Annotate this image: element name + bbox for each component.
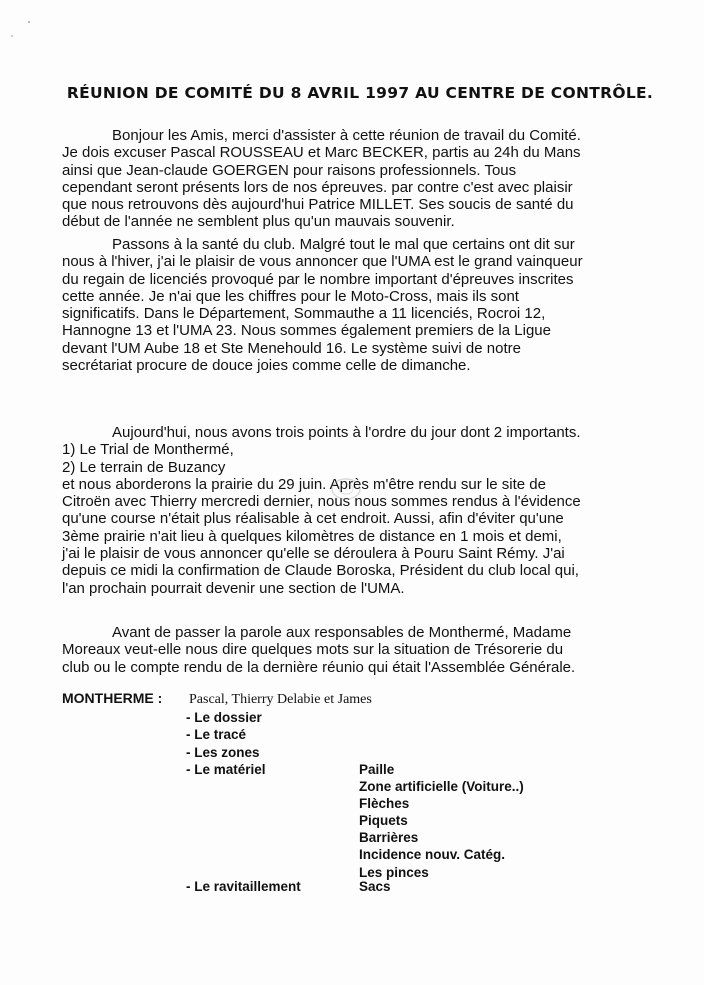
paragraph-line: j'ai le plaisir de vous annoncer qu'elle se déroulera à Pouru Saint Rémy. J'ai xyxy=(62,545,565,563)
materiel-item: Zone artificielle (Voiture..) xyxy=(359,779,524,795)
materiel-item: Piquets xyxy=(359,813,408,829)
paragraph-line: cependant seront présents lors de nos épreuves. par contre c'est avec plaisir xyxy=(62,178,573,196)
paragraph-line: Bonjour les Amis, merci d'assister à cette réunion de travail du Comité. xyxy=(112,127,581,144)
paragraph-line: Je dois excuser Pascal ROUSSEAU et Marc BECKER, partis au 24h du Mans xyxy=(62,144,581,162)
topic-item-ravitaillement: - Le ravitaillement xyxy=(186,879,301,894)
paragraph-line: club ou le compte rendu de la dernière réunio qui était l'Assemblée Générale. xyxy=(62,658,576,676)
materiel-item: Incidence nouv. Catég. xyxy=(359,847,506,863)
paragraph-line: l'an prochain pourrait devenir une section de l'UMA. xyxy=(62,579,405,597)
paragraph-line: devant l'UM Aube 18 et Ste Menehould 16. Le système suivi de notre xyxy=(62,339,521,357)
paragraph-line: qu'une course n'était plus réalisable à cet endroit. Aussi, afin d'éviter qu'une xyxy=(62,510,564,528)
paragraph-line: Hannogne 13 et l'UMA 23. Nous sommes également premiers de la Ligue xyxy=(62,322,551,340)
paragraph-apologies xyxy=(62,127,645,231)
paragraph-line: depuis ce midi la confirmation de Claude Boroska, Président du club local qui, xyxy=(62,562,579,580)
paragraph-line: 3ème prairie n'ait lieu à quelques kilomètres de distance en 1 mois et demi, xyxy=(62,527,562,545)
paragraph-line: Citroën avec Thierry mercredi dernier, nous nous sommes rendus à l'évidence xyxy=(62,493,581,511)
materiel-item: Paille xyxy=(359,762,395,777)
montherme-topics xyxy=(186,709,266,778)
paragraph-line: début de l'année ne semblent plus qu'un mauvais souvenir. xyxy=(62,213,455,231)
section-label-montherme: MONTHERME : xyxy=(62,690,163,706)
paragraph-line: Aujourd'hui, nous avons trois points à l'ordre du jour dont 2 importants. xyxy=(112,424,581,441)
topic-item: - Les zones xyxy=(186,744,260,760)
paragraph-agenda xyxy=(62,424,645,597)
materiel-list xyxy=(359,761,524,881)
paragraph-line: nous à l'hiver, j'ai le plaisir de vous annoncer que l'UMA est le grand vainqueur xyxy=(62,253,583,271)
paragraph-club-health xyxy=(62,236,645,374)
materiel-item: Barrières xyxy=(359,830,419,846)
paragraph-line: secrétariat procure de douce joies comme celle de dimanche. xyxy=(62,357,471,375)
topic-item: - Le dossier xyxy=(186,710,262,725)
paragraph-line: et nous aborderons la prairie du 29 juin. Après m'être rendu sur le site de xyxy=(62,475,546,493)
paragraph-line: Moreaux veut-elle nous dire quelques mots sur la situation de Trésorerie du xyxy=(62,641,564,659)
paragraph-line: significatifs. Dans le Département, Sommauthe a 11 licenciés, Rocroi 12, xyxy=(62,305,546,323)
paragraph-line: Avant de passer la parole aux responsables de Monthermé, Madame xyxy=(112,624,572,641)
paragraph-line: cette année. Je n'ai que les chiffres pour le Moto-Cross, mais ils sont xyxy=(62,287,519,305)
materiel-item: Les pinces xyxy=(359,864,429,880)
agenda-item: 2) Le terrain de Buzancy xyxy=(62,458,226,476)
topic-item: - Le tracé xyxy=(186,727,247,743)
document-title: RÉUNION DE COMITÉ DU 8 AVRIL 1997 AU CENTRE DE CONTRÔLE. xyxy=(66,84,654,102)
paper-specks-icon xyxy=(10,10,40,40)
paragraph-line: du regain de licenciés provoqué par le nombre important d'épreuves inscrites xyxy=(62,270,574,288)
ravitaillement-item: Sacs xyxy=(359,879,391,894)
agenda-item: 1) Le Trial de Monthermé, xyxy=(62,441,234,459)
paragraph-line: ainsi que Jean-claude GOERGEN pour raisons professionnels. Tous xyxy=(62,161,517,179)
paragraph-line: Passons à la santé du club. Malgré tout le mal que certains ont dit sur xyxy=(112,236,575,253)
faint-stamp-icon xyxy=(318,471,374,507)
topic-item: - Le matériel xyxy=(186,761,266,777)
paragraph-line: que nous retrouvons dès aujourd'hui Patrice MILLET. Ses soucis de santé du xyxy=(62,196,574,214)
materiel-item: Flèches xyxy=(359,796,410,812)
paragraph-treasury xyxy=(62,624,645,676)
people-list: Pascal, Thierry Delabie et James xyxy=(189,692,372,707)
